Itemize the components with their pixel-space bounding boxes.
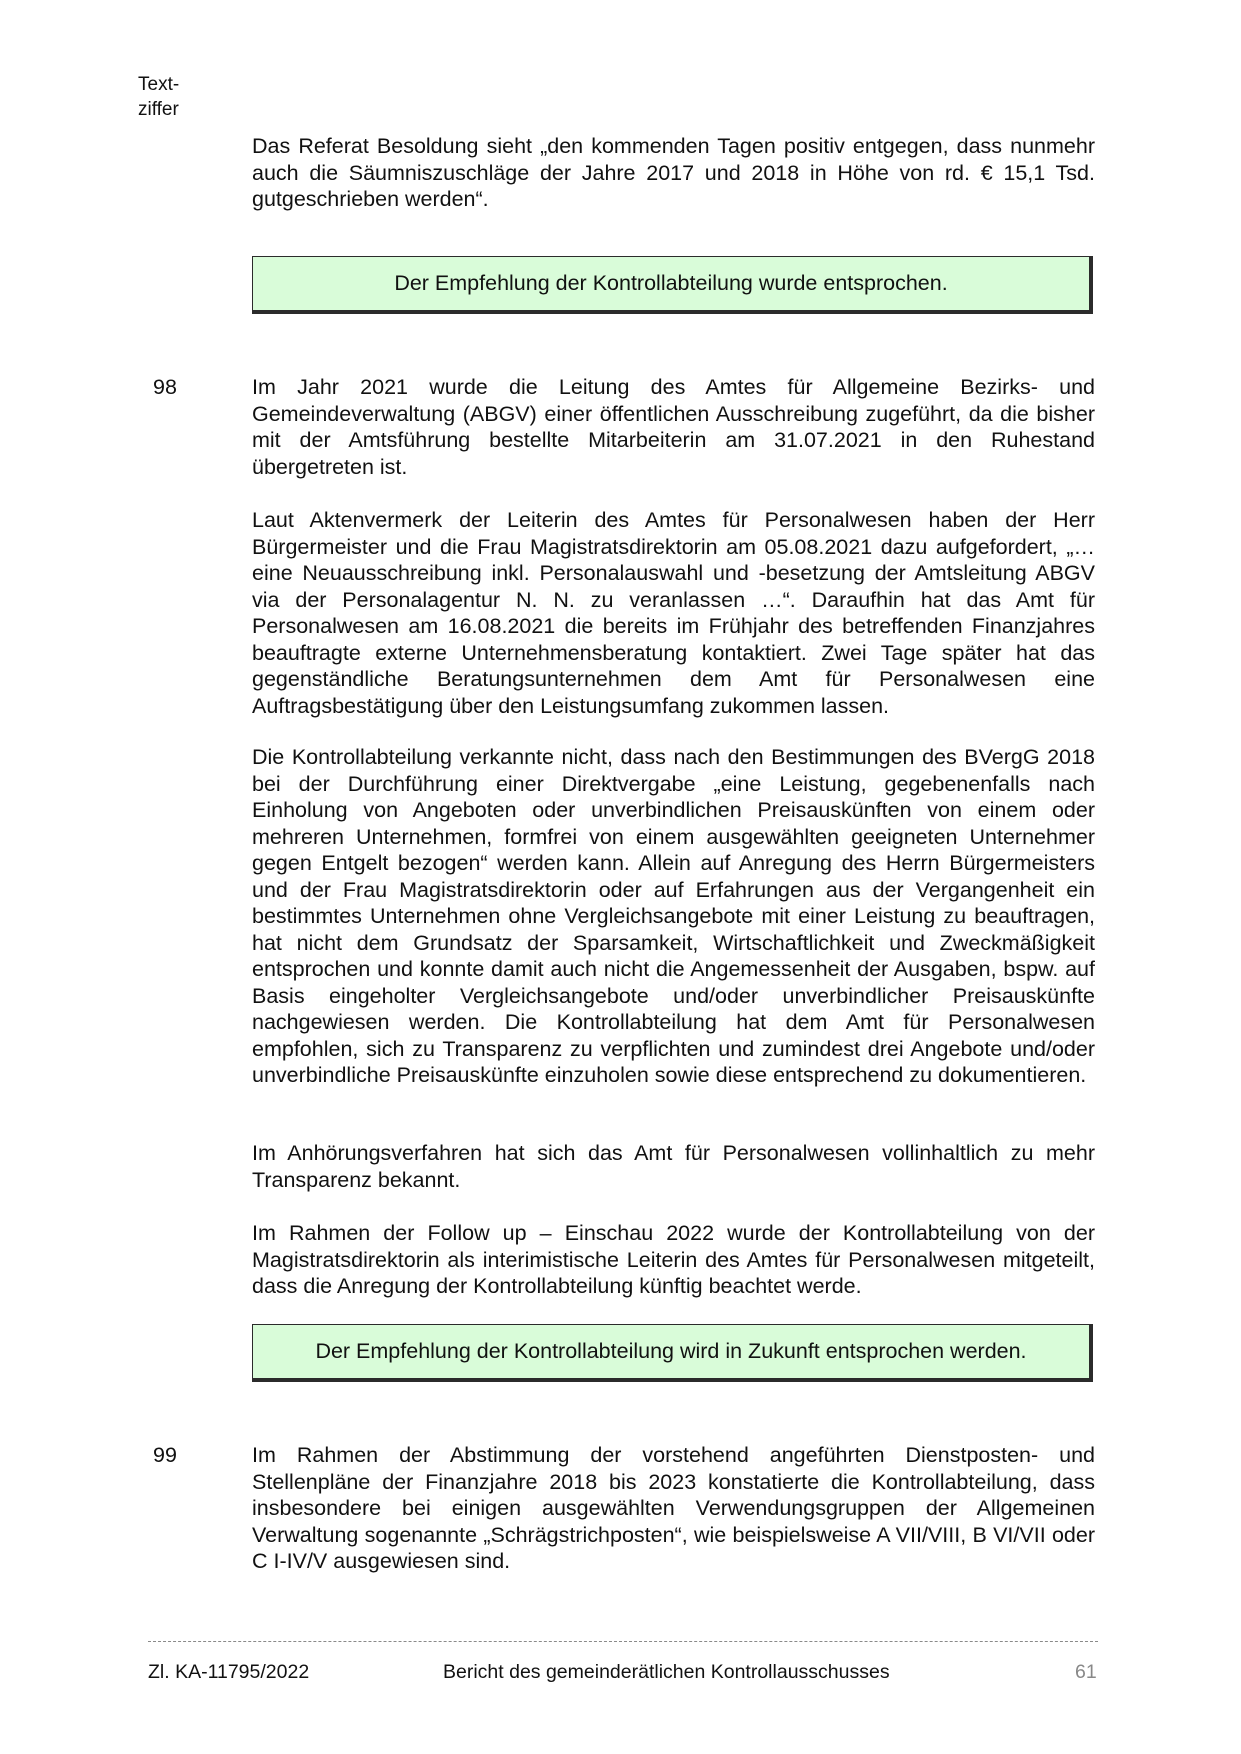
footer-reference: Zl. KA-11795/2022: [148, 1661, 310, 1683]
footer-divider: [148, 1641, 1098, 1642]
paragraph-98-3: Die Kontrollabteilung verkannte nicht, dass nach den Bestimmungen des BVergG 2018 bei der Durchführung einer Direktvergabe „eine Leistung, gegebenenfalls nach Einholung von Angeboten oder unverbindlichen Preisauskünften von einem oder mehreren Unternehmen, formfrei von einem ausgewählten geeigneten Unternehmer gegen Entgelt bezogen“ werden kann. Allein auf Anregung des Herrn Bürgermeisters und der Frau Magistratsdirektorin oder auf Erfahrungen aus der Vergangenheit ein bestimmtes Unternehmen ohne Vergleichsangebote mit einer Leistung zu beauftragen, hat nicht dem Grundsatz der Sparsamkeit, Wirtschaftlichkeit und Zweckmäßigkeit entsprochen und konnte damit auch nicht die Angemessenheit der Ausgaben, bspw. auf Basis eingeholter Vergleichsangebote und/oder unverbindlicher Preisauskünfte nachgewiesen werden. Die Kontrollabteilung hat dem Amt für Personalwesen empfohlen, sich zu Transparenz zu verpflichten und zumindest drei Angebote und/oder unverbindliche Preisauskünfte einzuholen sowie diese entsprechend zu dokumentieren.: [252, 745, 1095, 1087]
paragraph-98-1: Im Jahr 2021 wurde die Leitung des Amtes für Allgemeine Bezirks- und Gemeindeverwaltung (ABGV) einer öffentlichen Ausschreibung zugeführt, da die bisher mit der Amtsführung bestellte Mitarbeiterin am 31.07.2021 in den Ruhestand übergetreten ist.: [252, 375, 1095, 479]
paragraph-98-4: Im Anhörungsverfahren hat sich das Amt für Personalwesen vollinhaltlich zu mehr Transparenz bekannt.: [252, 1141, 1095, 1192]
text-number-99: 99: [153, 1443, 177, 1467]
footer-title: Bericht des gemeinderätlichen Kontrollausschusses: [443, 1661, 890, 1683]
paragraph-intro: Das Referat Besoldung sieht „den kommenden Tagen positiv entgegen, dass nunmehr auch die Säumniszuschläge der Jahre 2017 und 2018 in Höhe von rd. € 15,1 Tsd. gutgeschrieben werden“.: [252, 134, 1095, 211]
margin-label-line2: ziffer: [138, 99, 179, 120]
paragraph-98-5: Im Rahmen der Follow up – Einschau 2022 wurde der Kontrollabteilung von der Magistratsdirektorin als interimistische Leiterin des Amtes für Personalwesen mitgeteilt, dass die Anregung der Kontrollabteilung künftig beachtet werde.: [252, 1221, 1095, 1298]
page-number: 61: [1075, 1661, 1097, 1683]
paragraph-98-2: Laut Aktenvermerk der Leiterin des Amtes für Personalwesen haben der Herr Bürgermeister und die Frau Magistratsdirektorin am 05.08.2021 dazu aufgefordert, „… eine Neuausschreibung inkl. Personalauswahl und -besetzung der Amtsleitung ABGV via der Personalagentur N. N. zu veranlassen …“. Daraufhin hat das Amt für Personalwesen am 16.08.2021 die bereits im Frühjahr des betreffenden Finanzjahres beauftragte externe Unternehmensberatung kontaktiert. Zwei Tage später hat das gegenständliche Beratungsunternehmen dem Amt für Personalwesen eine Auftragsbestätigung über den Leistungsumfang zukommen lassen.: [252, 508, 1095, 718]
margin-label: [138, 72, 179, 122]
recommendation-box-2: Der Empfehlung der Kontrollabteilung wird in Zukunft entsprochen werden.: [252, 1324, 1093, 1382]
margin-label-line1: Text-: [138, 74, 180, 95]
recommendation-box-1: Der Empfehlung der Kontrollabteilung wurde entsprochen.: [252, 256, 1093, 314]
text-number-98: 98: [153, 375, 177, 399]
paragraph-99-1: Im Rahmen der Abstimmung der vorstehend angeführten Dienstposten- und Stellenpläne der Finanzjahre 2018 bis 2023 konstatierte die Kontrollabteilung, dass insbesondere bei einigen ausgewählten Verwendungsgruppen der Allgemeinen Verwaltung sogenannte „Schrägstrichposten“, wie beispielsweise A VII/VIII, B VI/VII oder C I-IV/V ausgewiesen sind.: [252, 1443, 1095, 1573]
